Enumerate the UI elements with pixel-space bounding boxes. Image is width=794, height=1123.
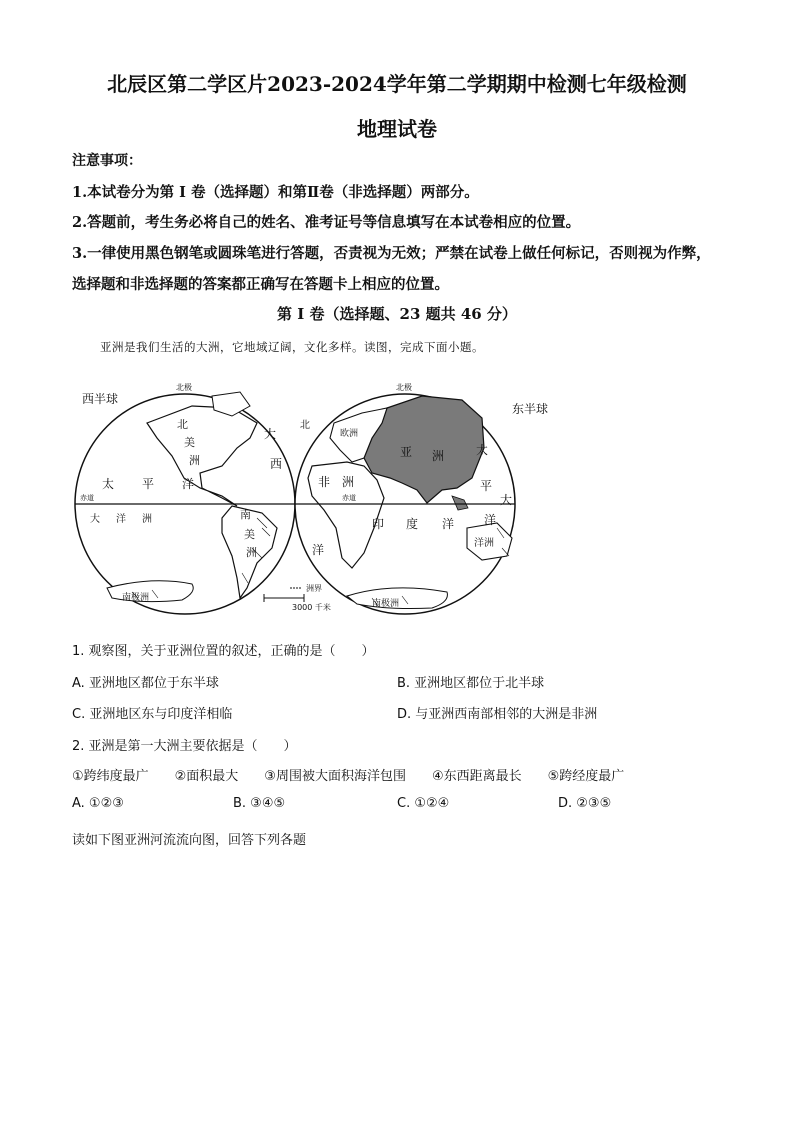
- question-1-stem: 1. 观察图，关于亚洲位置的叙述，正确的是（ ）: [72, 644, 375, 659]
- label-west-hemisphere: 西半球: [82, 392, 119, 406]
- exam-title: 北辰区第二学区片2023-2024学年第二学期期中检测七年级检测: [107, 72, 687, 96]
- section-title: 第 I 卷（选择题、23 题共 46 分）: [277, 305, 517, 323]
- label-asia-2: 洲: [432, 449, 445, 463]
- label-pacific-4: 大: [90, 514, 100, 525]
- label-north-pole-right: 北极: [396, 383, 412, 392]
- label-antarctica-right: 南极洲: [372, 599, 400, 609]
- label-atlantic-2: 西: [270, 457, 283, 471]
- label-pacific-6: 洲: [142, 514, 152, 525]
- label-indian-ocean-1: 印: [372, 517, 385, 531]
- label-africa-1: 非: [318, 475, 331, 489]
- east-hemisphere: [295, 394, 515, 614]
- label-asia-1: 亚: [400, 445, 413, 459]
- label-north-pole-left: 北极: [176, 383, 192, 392]
- label-north-america-2: 美: [184, 436, 195, 449]
- label-north-atlantic: 北: [300, 420, 310, 431]
- label-africa-2: 洲: [342, 475, 355, 489]
- label-pacific-3: 洋: [182, 477, 195, 491]
- question-2-option-c: C. ①②④: [397, 796, 450, 811]
- label-pacific-1: 太: [102, 477, 115, 491]
- question-1-option-b: B. 亚洲地区都位于北半球: [397, 676, 545, 691]
- question-2-stem: 2. 亚洲是第一大洲主要依据是（ ）: [72, 739, 297, 754]
- question-2-option-d: D. ②③⑤: [558, 796, 612, 811]
- label-europe: 欧洲: [340, 429, 359, 439]
- label-south-america-2: 美: [244, 528, 255, 541]
- label-indian-ocean-2: 度: [406, 517, 419, 531]
- note-item-2: 2.答题前，考生务必将自己的姓名、准考证号等信息填写在本试卷相应的位置。: [72, 214, 581, 231]
- label-east-pacific-3: 大: [500, 493, 513, 507]
- label-atlantic-3: 洋: [312, 543, 325, 557]
- note-item-3: 3.一律使用黑色钢笔或圆珠笔进行答题，否责视为无效；严禁在试卷上做任何标记，否则视为作弊，选择题和非选择题的答案都正确写在答题卡上相应的位置。: [72, 245, 711, 293]
- question-1-option-c: C. 亚洲地区东与印度洋相临: [72, 707, 233, 722]
- question-2-facts: ①跨纬度最广 ②面积最大 ③周围被大面积海洋包围 ④东西距离最长 ⑤跨经度最广: [72, 769, 625, 784]
- label-antarctica-left: 南极洲: [122, 593, 150, 603]
- label-indian-ocean-3: 洋: [442, 517, 455, 531]
- legend-continent-boundary: 洲界: [306, 584, 322, 593]
- map-legend: [264, 583, 331, 612]
- section-intro: 亚洲是我们生活的大洲，它地域辽阔，文化多样。读图，完成下面小题。: [100, 340, 484, 354]
- question-2-option-b: B. ③④⑤: [233, 796, 286, 811]
- label-oceania: 洋洲: [474, 538, 494, 549]
- question-2-option-a: A. ①②③: [72, 796, 124, 811]
- legend-scale: 3000 千米: [292, 603, 331, 612]
- label-east-pacific-1: 太: [476, 443, 489, 457]
- label-north-america-1: 北: [177, 418, 188, 431]
- notes-heading: 注意事项：: [72, 153, 142, 169]
- label-east-pacific-4: 洋: [484, 513, 497, 527]
- label-equator-left: 赤道: [80, 494, 94, 502]
- label-atlantic-1: 大: [264, 427, 277, 441]
- label-pacific-5: 洋: [116, 514, 126, 525]
- label-north-america-3: 洲: [189, 454, 200, 467]
- question-1-option-d: D. 与亚洲西南部相邻的大洲是非洲: [397, 707, 598, 722]
- label-south-america-1: 南: [240, 508, 251, 521]
- label-east-pacific-2: 平: [480, 479, 493, 493]
- exam-subject-title: 地理试卷: [357, 117, 437, 141]
- label-pacific-2: 平: [142, 477, 155, 491]
- hemispheres-map: [72, 378, 712, 618]
- question-1-option-a: A. 亚洲地区都位于东半球: [72, 676, 219, 691]
- label-south-america-3: 洲: [246, 546, 257, 559]
- note-item-1: 1.本试卷分为第 I 卷（选择题）和第Ⅱ卷（非选择题）两部分。: [72, 184, 479, 201]
- next-section-intro: 读如下图亚洲河流流向图，回答下列各题: [72, 833, 307, 848]
- label-east-hemisphere: 东半球: [512, 402, 549, 416]
- label-equator-right: 赤道: [342, 494, 356, 502]
